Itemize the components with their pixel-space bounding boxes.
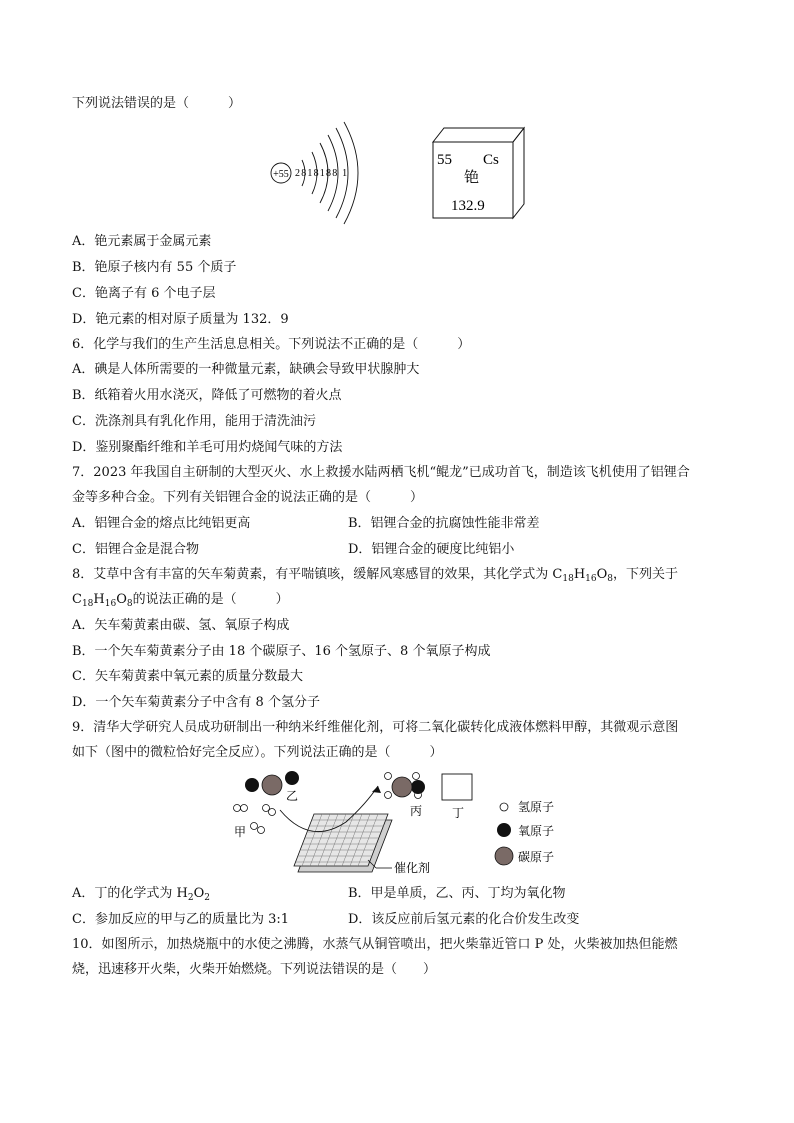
q7-option-c: C．铝锂合金是混合物: [72, 542, 199, 557]
q6-option-b: B．纸箱着火用水浇灭，降低了可燃物的着火点: [72, 388, 342, 403]
q5-option-b: B．铯原子核内有 55 个质子: [72, 260, 237, 275]
label-ding: 丁: [452, 806, 465, 820]
q5-stem: 下列说法错误的是（ ）: [72, 96, 242, 111]
q5-option-a: A．铯元素属于金属元素: [72, 234, 212, 249]
element-symbol: Cs: [483, 152, 499, 168]
label-bing: 丙: [410, 804, 423, 818]
q8-stem-line2: $C_{18}H_{16}O_8$的说法正确的是（ ）: [72, 592, 289, 609]
element-name: 铯: [464, 168, 480, 186]
q7-stem-line2: 金等多种合金。下列有关铝锂合金的说法正确的是（ ）: [72, 490, 424, 505]
legend-hydrogen-icon: [500, 803, 508, 811]
q8-option-a: A．矢车菊黄素由碳、氢、氧原子构成: [72, 618, 290, 633]
catalyst-label: 催化剂: [394, 861, 431, 875]
cesium-atom-structure-diagram: [262, 118, 382, 228]
q9-option-c: C．参加反应的甲与乙的质量比为 3:1: [72, 912, 290, 927]
q8-option-d: D．一个矢车菊黄素分子中含有 8 个氢分子: [72, 695, 320, 710]
q6-option-d: D．鉴别聚酯纤维和羊毛可用灼烧闻气味的方法: [72, 440, 343, 455]
q7-stem-line1: 7．2023 年我国自主研制的大型灭火、水上救援水陆两栖飞机“鲲龙”已成功首飞，制造该飞机使用了铝锂合: [72, 465, 690, 480]
q9-stem-line2: 如下（图中的微粒恰好完全反应）。下列说法正确的是（ ）: [72, 745, 443, 760]
label-jia: 甲: [234, 825, 247, 839]
q8-option-b: B．一个矢车菊黄素分子由 18 个碳原子、16 个氢原子、8 个氧原子构成: [72, 644, 491, 659]
nucleus-charge: +55: [273, 169, 289, 180]
q9-option-d: D．该反应前后氢元素的化合价发生改变: [348, 912, 580, 927]
q10-stem-line1: 10．如图所示，加热烧瓶中的水使之沸腾，水蒸气从铜管喷出，把火柴靠近管口 P 处，火柴被加热但能燃: [72, 937, 678, 952]
q8-option-c: C．矢车菊黄素中氧元素的质量分数最大: [72, 669, 303, 684]
legend-carbon-label: 碳原子: [518, 850, 555, 864]
legend-carbon-icon: [495, 847, 513, 865]
legend-oxygen-icon: [497, 823, 511, 837]
q6-stem: 6．化学与我们的生产生活息息相关。下列说法不正确的是（ ）: [72, 337, 471, 352]
label-yi: 乙: [286, 789, 299, 803]
q7-option-d: D．铝锂合金的硬度比纯铝小: [348, 542, 515, 557]
q7-option-a: A．铝锂合金的熔点比纯铝更高: [72, 516, 251, 531]
q9-option-b: B．甲是单质，乙、丙、丁均为氧化物: [348, 886, 566, 901]
methanol-molecule: [385, 773, 426, 799]
reaction-micro-diagram: [228, 764, 588, 882]
atomic-mass: 132.9: [451, 198, 485, 214]
electron-shell-counts: 2818188 1: [295, 168, 349, 179]
q10-stem-line2: 烧，迅速移开火柴，火柴开始燃烧。下列说法错误的是（ ）: [72, 962, 437, 977]
legend-hydrogen-label: 氢原子: [518, 800, 555, 814]
q5-option-c: C．铯离子有 6 个电子层: [72, 286, 216, 301]
q9-option-a: A．丁的化学式为 $H_2O_2$: [72, 886, 210, 903]
product-ding-box: [442, 774, 472, 800]
cesium-element-card: [426, 124, 530, 220]
q8-stem-line1: 8．艾草中含有丰富的矢车菊黄素，有平喘镇咳，缓解风寒感冒的效果，其化学式为 $C_{18}H_{16}O_8$，下列关于: [72, 567, 679, 584]
q7-option-b: B．铝锂合金的抗腐蚀性能非常差: [348, 516, 540, 531]
atomic-number: 55: [437, 152, 452, 168]
q6-option-a: A．碘是人体所需要的一种微量元素，缺碘会导致甲状腺肿大: [72, 362, 420, 377]
q9-stem-line1: 9．清华大学研究人员成功研制出一种纳米纤维催化剂，可将二氧化碳转化成液体燃料甲醇，其微观示意图: [72, 720, 679, 735]
q5-option-d: D．铯元素的相对原子质量为 132．9: [72, 312, 289, 327]
legend-oxygen-label: 氧原子: [518, 824, 555, 838]
q6-option-c: C．洗涤剂具有乳化作用，能用于清洗油污: [72, 414, 316, 429]
